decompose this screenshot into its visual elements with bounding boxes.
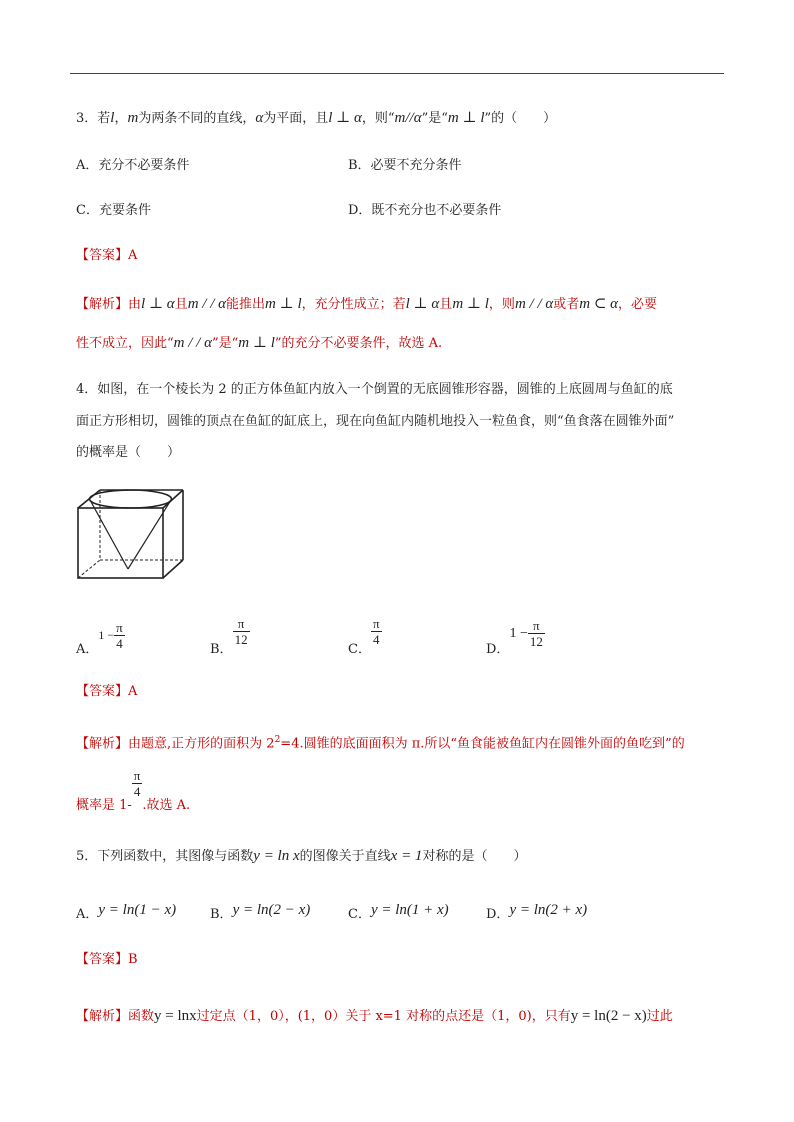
q5-option-c: C．y = ln(1 + x) [348, 902, 449, 922]
cube-cone-figure [76, 488, 186, 583]
header-rule [70, 73, 724, 74]
q3-option-a: A．充分不必要条件 [76, 158, 190, 173]
math-y-ln-x: y = ln x [253, 848, 300, 864]
math-m-parallel-alpha: m//α [394, 110, 422, 126]
math-l: l [110, 110, 115, 126]
q4-option-b: B． $\frac{\pi}{12}$ [210, 616, 248, 657]
q5-option-d: D．y = ln(2 + x) [486, 902, 588, 922]
q4-stem-line3: 的概率是（ ） [76, 445, 181, 460]
math-x-eq-1: x = 1 [390, 848, 423, 864]
q5-option-b: B．y = ln(2 − x) [210, 902, 311, 922]
fraction: $\frac{\pi}{12}$ [529, 618, 543, 649]
fraction: $\frac{\pi}{12}$ [234, 616, 248, 647]
math-m: m [127, 110, 139, 126]
q3-option-c: C．充要条件 [76, 203, 151, 218]
q4-explanation-line2: 概率是 1- $\frac{\pi}{4}$ .故选 A. [76, 768, 191, 813]
fraction: $\frac{\pi}{4}$ [116, 620, 123, 651]
q3-option-b: B．必要不充分条件 [348, 158, 462, 173]
math-l-perp-alpha: l ⊥ α [328, 110, 362, 126]
q4-stem-line2: 面正方形相切，圆锥的顶点在鱼缸的缸底上，现在向鱼缸内随机地投入一粒鱼食，则“鱼食落在圆锥外面” [76, 414, 675, 429]
q3-stem: 3．若l，m为两条不同的直线，α为平面，且l ⊥ α，则“m//α”是“m ⊥ l”的（ ） [76, 110, 557, 126]
q4-answer: 【答案】A [76, 684, 138, 699]
q3-option-d: D．既不充分也不必要条件 [348, 203, 502, 218]
q3-answer: 【答案】A [76, 248, 138, 263]
q5-answer: 【答案】B [76, 952, 138, 967]
math-m-perp-l: m ⊥ l [447, 110, 485, 126]
q4-option-d: D．1 − $\frac{\pi}{12}$ [486, 618, 543, 657]
fraction: $\frac{\pi}{4}$ [133, 768, 141, 799]
q5-stem: 5．下列函数中，其图像与函数y = ln x的图像关于直线x = 1对称的是（ ） [76, 848, 527, 864]
math-alpha: α [255, 110, 264, 126]
q4-explanation-line1: 【解析】由题意,正方形的面积为 $2^2=4$.圆锥的底面面积为 π.所以“鱼食能被鱼缸内在圆锥外面的鱼吃到”的 [76, 735, 685, 752]
q3-explanation-line2: 性不成立，因此“m / / α”是“m ⊥ l”的充分不必要条件，故选 A. [76, 335, 443, 351]
fraction: $\frac{\pi}{4}$ [372, 616, 380, 647]
q4-option-c: C． $\frac{\pi}{4}$ [348, 616, 380, 657]
q3-number: 3．若 [76, 111, 111, 126]
q5-explanation-line1: 【解析】函数y = lnx过定点（1，0），(1，0）关于 x=1 对称的点还是（1，0)，只有y = ln(2 − x)过此 [76, 1008, 673, 1024]
q5-option-a: A．y = ln(1 − x) [76, 902, 177, 922]
q4-stem-line1: 4．如图，在一个棱长为 2 的正方体鱼缸内放入一个倒置的无底圆锥形容器，圆锥的上底圆周与鱼缸的底 [76, 382, 673, 397]
q4-option-a: A．1 − $\frac{\pi}{4}$ [76, 620, 123, 657]
q3-explanation-line1: 【解析】由l ⊥ α且m / / α能推出m ⊥ l，充分性成立；若l ⊥ α且m ⊥ l，则m / / α或者m ⊂ α，必要 [76, 296, 658, 312]
